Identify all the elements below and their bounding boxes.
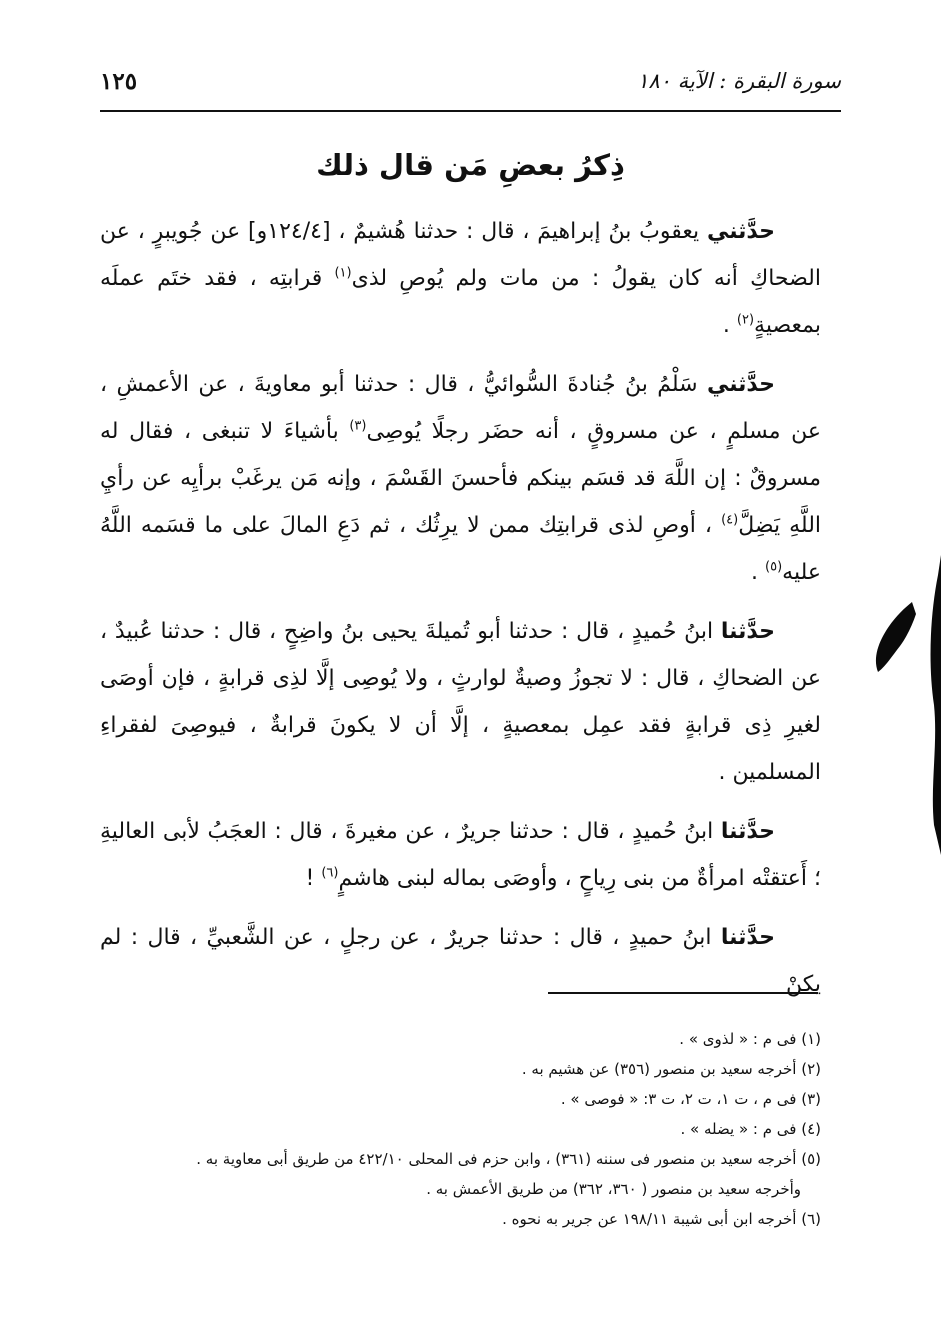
footnotes	[100, 1024, 821, 1234]
paragraph-text: قرابتِه ، فقد ختَم عملَه بمعصيةٍ	[100, 266, 821, 338]
paragraph-lead: حدَّثنا	[720, 925, 775, 950]
footnote: (١) فى م : « لذوى » .	[679, 1030, 821, 1048]
paragraph	[100, 808, 821, 902]
footnote: (٥) أخرجه سعيد بن منصور فى سننه (٣٦١) ، وابن حزم فى المحلى ٤٢٢/١٠ من طريق أبى معاوية به .	[196, 1150, 821, 1168]
paragraph-text: ، أوصِ لذى قرابتِك ممن لا يرِثُك ، ثم دَعِ المالَ على ما قسَمه اللَّهُ عليه	[100, 513, 821, 585]
footnote-reference: (٦)	[321, 865, 339, 881]
footnote-rule	[548, 992, 818, 994]
paragraph-text: .	[722, 313, 737, 338]
footnote: (٤) فى م : « يضله » .	[680, 1120, 821, 1138]
paragraph-text: ابنُ حُميدٍ ، قال : حدثنا جريرٌ ، عن مغيرةَ ، قال : العجَبُ لأبى العاليةِ ؛ أَعتقتْه امرأةٌ من بنى رِياحٍ ، وأوصَى بماله لبنى هاشمٍ	[100, 819, 821, 891]
section-heading: ذِكرُ بعضِ مَن قال ذلك	[316, 148, 625, 182]
footnote: (٦) أخرجه ابن أبى شيبة ١٩٨/١١ عن جرير به نحوه .	[502, 1210, 821, 1228]
scan-smudge-edge	[900, 555, 941, 855]
paragraph	[100, 208, 821, 349]
paragraph-lead: حدَّثنا	[720, 819, 775, 844]
paragraph-lead: حدَّثني	[706, 219, 775, 244]
paragraph-text: سَلْمُ بنُ جُنادةَ السُّوائيُّ ، قال : حدثنا أبو معاويةَ ، عن الأعمشِ ، عن مسلمٍ ، عن مسروقٍ ، أنه حضَر رجلًا يُوصِى	[100, 372, 822, 444]
footnote: (٣) فى م ، ت ١، ت ٢، ت ٣: « فوصى » .	[560, 1090, 821, 1108]
footnote-reference: (٥)	[765, 559, 783, 575]
main-text	[100, 208, 821, 1020]
paragraph-lead: حدَّثنا	[720, 619, 775, 644]
paragraph-text: يعقوبُ بنُ إبراهيمَ ، قال : حدثنا هُشيمٌ ، [١٢٤/٤و] عن جُويبرٍ ، عن الضحاكِ أنه كان يقولُ : من مات ولم يُوصِ لذى	[100, 219, 821, 291]
paragraph-text: !	[305, 866, 322, 891]
page-header	[100, 58, 841, 104]
paragraph-text: ابنُ حميدٍ ، قال : حدثنا جريرٌ ، عن رجلٍ ، عن الشَّعبيِّ ، قال : لم يكنْ	[100, 925, 821, 997]
footnote: وأخرجه سعيد بن منصور ( ٣٦٠، ٣٦٢) من طريق الأعمش به .	[426, 1180, 801, 1198]
page-number: ١٢٥	[100, 67, 138, 95]
paragraph-text: ابنُ حُميدٍ ، قال : حدثنا أبو تُميلةَ يحيى بنُ واضِحٍ ، قال : حدثنا عُبيدٌ ، عن الضحاكِ ، قال : لا تجوزُ وصيةٌ لوارثٍ ، ولا يُوصِى إلَّا لذِى قرابةٍ ، فإن أوصَى لغيرِ ذِى قرابةٍ فقد عمِل بمعصيةٍ ، إلَّا أن لا يكونَ قرابةٌ ، فيوصِىَ لفقراءِ المسلمين .	[100, 619, 821, 785]
paragraph	[100, 608, 821, 796]
footnote-reference: (١)	[334, 265, 352, 281]
paragraph-lead: حدَّثني	[706, 372, 775, 397]
footnote: (٢) أخرجه سعيد بن منصور (٣٥٦) عن هشيم به .	[521, 1060, 821, 1078]
paragraph-text: بأشياءَ لا تنبغى ، فقال له مسروقٌ : إن اللَّهَ قد قسَم بينكم فأحسنَ القَسْمَ ، وإنه مَن يرغَبْ برأيِه عن رأيِ اللَّهِ يَضِلَّ	[100, 419, 822, 538]
paragraph	[100, 361, 821, 596]
footnote-reference: (٣)	[349, 418, 367, 434]
paragraph-text: .	[751, 560, 766, 585]
header-rule	[100, 110, 841, 112]
footnote-reference: (٢)	[736, 312, 755, 328]
footnote-reference: (٤)	[721, 512, 739, 528]
running-title: سورة البقرة : الآية ١٨٠	[637, 69, 841, 93]
